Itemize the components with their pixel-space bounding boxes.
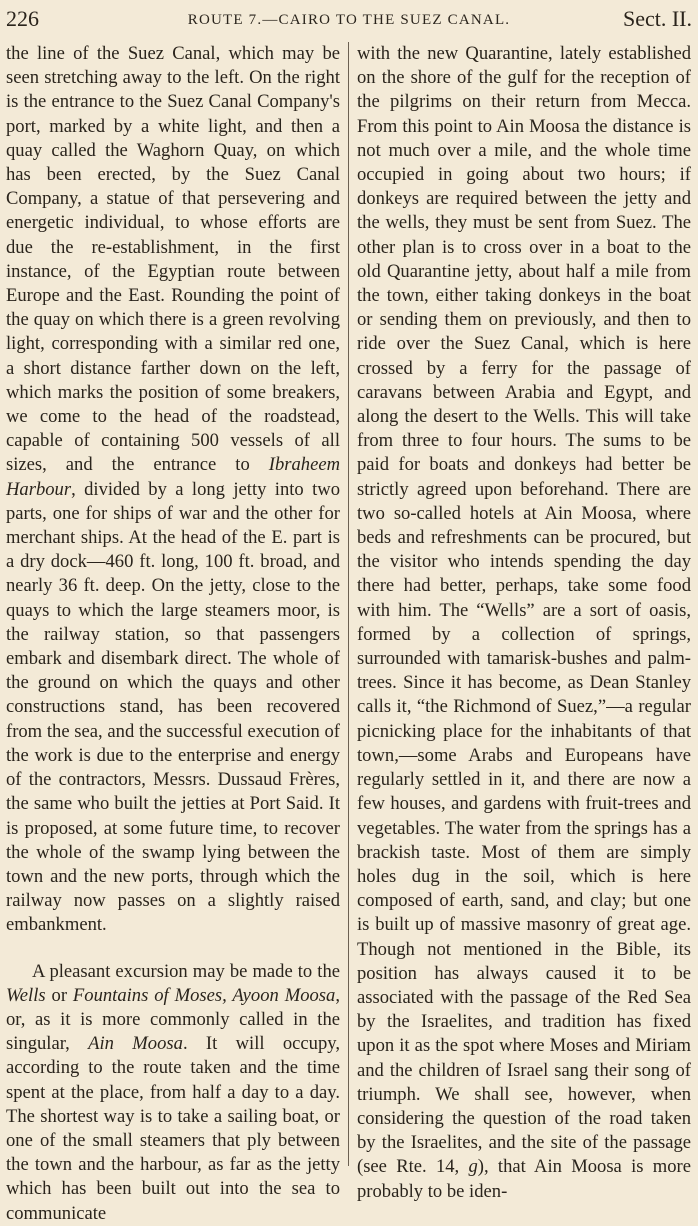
text-run: or <box>51 984 68 1006</box>
route-title: ROUTE 7.—CAIRO TO THE SUEZ CANAL. <box>187 12 511 28</box>
italic-run: Fountains of Moses, Ayoon Moosa <box>72 984 336 1006</box>
page-number: 226 <box>6 6 39 31</box>
text-run: A pleasant excursion may be made to the <box>32 960 340 982</box>
text-run: . It will occupy, according to the route taken and the time spent at the place, from half a day to a day. The shortest way is to take a sailing boat, or one of the small steamers that ply between the town and the harbour, as far as the jetty which has been built out into the sea to communicate <box>6 1033 341 1224</box>
italic-run: g <box>468 1156 478 1178</box>
running-header <box>6 6 692 32</box>
italic-run: Ain Moosa <box>88 1033 183 1055</box>
text-run: , or, as it is more commonly called in the singular, <box>6 984 340 1055</box>
paragraph-wells-of-moses <box>6 960 340 1226</box>
text-run: ), that Ain Moosa is more probably to be iden- <box>357 1156 691 1202</box>
paragraph-suez-harbour <box>6 42 340 938</box>
text-run: the line of the Suez Canal, which may be seen stretching away to the left. On the right is the entrance to the Suez Canal Company's port, marked by a white light, and then a quay called the Waghorn Quay, on which has been erected, by the Suez Canal Company, a statue of that persevering and energetic individual, to whose efforts are due the re-establishment, in the first instance, of the Egyptian route between Europe and the East. Rounding the point of the quay on which there is a green revolving light, corresponding with a similar red one, a short distance farther down on the left, which marks the position of some breakers, we come to the head of the roadstead, capable of containing 500 vessels of all sizes, and the entrance to <box>6 43 340 476</box>
italic-run: Wells <box>6 984 46 1006</box>
column-divider <box>348 42 349 1166</box>
paragraph-ain-moosa <box>357 42 691 1204</box>
right-column <box>357 42 691 1204</box>
text-run: with the new Quarantine, lately established on the shore of the gulf for the reception of the pilgrims on their return from Mecca. From this point to Ain Moosa the distance is not much over a mile, and the whole time occupied in going about two hours; if donkeys are required between the jetty and the wells, they must be sent from Suez. The other plan is to cross over in a boat to the old Quarantine jetty, about half a mile from the town, either taking donkeys in the boat or sending them on previously, and then to ride over the Suez Canal, which is here crossed by a ferry for the passage of caravans between Arabia and Egypt, and along the desert to the Wells. This will take from three to four hours. The sums to be paid for boats and donkeys had better be strictly agreed upon beforehand. There are two so-called hotels at Ain Moosa, where beds and refreshments can be procured, but the visitor who intends spending the day there had better, perhaps, take some food with him. The “Wells” are a sort of oasis, formed by a collection of springs, surrounded with tamarisk-bushes and palm-trees. Since it has become, as Dean Stanley calls it, “the Richmond of Suez,”—a regular picnicking place for the inhabitants of that town,—some Arabs and Europeans have regularly settled in it, and there are now a few houses, and gardens with fruit-trees and vegetables. The water from the springs has a brackish taste. Most of them are simply holes dug in the soil, which is here composed of earth, sand, and clay; but one is built up of massive masonry of great age. Though not mentioned in the Bible, its position has always caused it to be associated with the passage of the Red Sea by the Israelites, and tradition has fixed upon it as the spot where Moses and Miriam and the children of Israel sang their song of triumph. We shall see, however, when considering the question of the road taken by the Israelites, and the site of the passage (see Rte. 14, <box>357 43 691 1178</box>
left-column <box>6 42 340 1226</box>
section-label: Sect. II. <box>622 6 692 31</box>
text-run: , divided by a long jetty into two parts, one for ships of war and the other for merchant ships. At the head of the E. part is a dry dock—460 ft. long, 100 ft. broad, and nearly 36 ft. deep. On the jetty, close to the quays to which the large steamers moor, is the railway station, so that passengers embark and disembark direct. The whole of the ground on which the quays and other constructions stand, has been recovered from the sea, and the successful execution of the work is due to the enterprise and energy of the contractors, Messrs. Dussaud Frères, the same who built the jetties at Port Said. It is proposed, at some future time, to recover the whole of the swamp lying between the town and the new ports, through which the railway now passes on a slightly raised embankment. <box>6 478 340 936</box>
italic-run: Ibraheem Harbour <box>6 454 341 500</box>
